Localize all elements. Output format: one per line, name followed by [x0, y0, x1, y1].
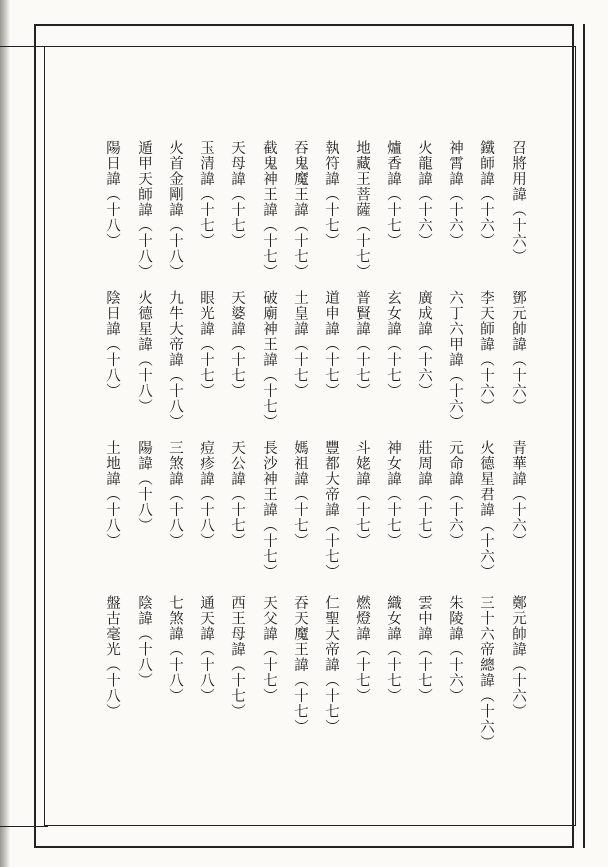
entry-c12-r3: 三煞諱（十八） [167, 440, 183, 549]
entry-c9-r2: 破廟神王諱（十七） [261, 290, 277, 430]
entry-c8-r2: 土皇諱（十七） [292, 290, 308, 399]
entry-c5-r2: 玄女諱（十七） [385, 290, 401, 399]
entry-c11-r3: 痘疹諱（十八） [198, 440, 214, 549]
entry-c14-r4: 盤古毫光（十八） [104, 595, 120, 719]
entry-c11-r2: 眼光諱（十七） [198, 290, 214, 399]
entry-c12-r2: 九牛大帝諱（十八） [167, 290, 183, 430]
entry-c2-r2: 李天師諱（十六） [478, 290, 494, 414]
entry-c5-r1: 爐香諱（十七） [385, 140, 401, 249]
entry-c4-r3: 莊周諱（十七） [416, 440, 432, 549]
entry-c14-r2: 陰日諱（十八） [104, 290, 120, 399]
entry-c10-r2: 天婆諱（十七） [229, 290, 245, 399]
entry-c1-r1: 召將用諱（十六） [510, 140, 526, 264]
entry-c5-r3: 神女諱（十七） [385, 440, 401, 549]
entry-c8-r4: 吞天魔王諱（十七） [292, 595, 308, 735]
entry-c6-r2: 普賢諱（十七） [354, 290, 370, 399]
entry-c12-r4: 七煞諱（十八） [167, 595, 183, 704]
entry-c1-r3: 青華諱（十六） [510, 440, 526, 549]
entry-c9-r3: 長沙神王諱（十七） [261, 440, 277, 580]
entry-c6-r4: 燃燈諱（十七） [354, 595, 370, 704]
entry-c1-r2: 鄧元帥諱（十六） [510, 290, 526, 414]
entry-c5-r4: 織女諱（十七） [385, 595, 401, 704]
entry-c11-r1: 玉清諱（十七） [198, 140, 214, 249]
page-frame-right-edge [583, 24, 585, 848]
binding-edge [0, 0, 10, 867]
entry-c13-r3: 陽諱（十八） [136, 440, 152, 533]
entry-c9-r1: 截鬼神王諱（十七） [261, 140, 277, 280]
entry-c3-r4: 朱陵諱（十六） [447, 595, 463, 704]
entry-c13-r1: 遁甲天師諱（十八） [136, 140, 152, 280]
entry-c6-r1: 地藏王菩薩（十七） [354, 140, 370, 280]
page-frame-inner [44, 46, 576, 826]
entry-c9-r4: 天父諱（十七） [261, 595, 277, 704]
entry-c8-r1: 吞鬼魔王諱（十七） [292, 140, 308, 280]
entry-c10-r3: 天公諱（十七） [229, 440, 245, 549]
entry-c2-r3: 火德星君諱（十六） [478, 440, 494, 580]
entry-c1-r4: 鄭元帥諱（十六） [510, 595, 526, 719]
entry-c13-r4: 陰諱（十八） [136, 595, 152, 688]
entry-c13-r2: 火德星諱（十八） [136, 290, 152, 414]
entry-c2-r1: 鐵師諱（十六） [478, 140, 494, 249]
entry-c7-r1: 執符諱（十七） [323, 140, 339, 249]
entry-c14-r1: 陽日諱（十八） [104, 140, 120, 249]
entry-c6-r3: 斗姥諱（十七） [354, 440, 370, 549]
entry-c3-r1: 神霄諱（十六） [447, 140, 463, 249]
entry-c4-r4: 雲中諱（十七） [416, 595, 432, 704]
entry-c7-r3: 豐都大帝諱（十七） [323, 440, 339, 580]
entry-c4-r1: 火龍諱（十六） [416, 140, 432, 249]
entry-c7-r2: 道申諱（十七） [323, 290, 339, 399]
entry-c3-r3: 元命諱（十六） [447, 440, 463, 549]
entry-c8-r3: 媽祖諱（十七） [292, 440, 308, 549]
entry-c3-r2: 六丁六甲諱（十六） [447, 290, 463, 430]
entry-c12-r1: 火首金剛諱（十八） [167, 140, 183, 280]
entry-c10-r1: 天母諱（十七） [229, 140, 245, 249]
entry-c11-r4: 通天諱（十八） [198, 595, 214, 704]
entry-c7-r4: 仁聖大帝諱（十七） [323, 595, 339, 735]
entry-c10-r4: 西王母諱（十七） [229, 595, 245, 719]
entry-c4-r2: 廣成諱（十六） [416, 290, 432, 399]
entry-c14-r3: 土地諱（十八） [104, 440, 120, 549]
entry-c2-r4: 三十六帝總諱（十六） [478, 595, 494, 750]
